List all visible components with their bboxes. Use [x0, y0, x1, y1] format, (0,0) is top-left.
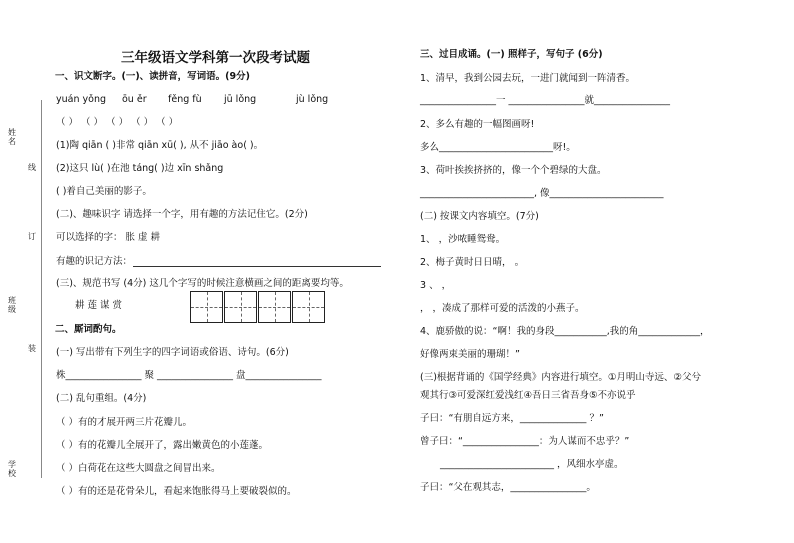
margin-label-zhuang: 装: [28, 344, 36, 353]
memory-method-line: [133, 266, 381, 267]
recite-5: 4、鹿骄傲的说：“啊！我的身段___________,我的角_____________，: [420, 326, 710, 337]
question-row-3: ( )着自己美丽的影子。: [56, 186, 152, 197]
recite-2: 2、梅子黄时日日晴， 。: [420, 257, 525, 268]
recite-6: 好像两束美丽的珊瑚！”: [420, 349, 520, 360]
question-row-2: (2)这只 lù( )在池 táng( )边 xīn shǎng: [56, 163, 224, 174]
margin-label-line: 线: [28, 163, 36, 172]
classic-1: 子曰：“有朋自远方来，______________ ？”: [420, 413, 604, 424]
example-2-blank: 多么________________________呀!。: [420, 142, 576, 153]
pinyin-3: fěng fù: [168, 94, 202, 105]
pinyin-1: yuán yǒng: [56, 94, 106, 105]
example-2: 2、多么有趣的一幅图画呀!: [420, 119, 535, 130]
section2-heading: 二、厮词酌句。: [55, 324, 122, 335]
answer-parentheses-row: （ ） （ ） （ ） （ ） （ ）: [56, 117, 179, 128]
reorder-item-4: （ ）有的还是花骨朵儿，看起来饱胀得马上要破裂似的。: [56, 486, 297, 497]
reorder-item-3: （ ）白荷花在这些大圆盘之间冒出来。: [56, 463, 221, 474]
margin-label-class: 班级: [8, 296, 16, 314]
grid-cell[interactable]: [190, 291, 223, 323]
reorder-item-2: （ ）有的花瓣儿全展开了，露出嫩黄色的小莲蓬。: [56, 440, 269, 451]
margin-label-name: 姓名: [8, 128, 16, 146]
example-1-blanks: ________________一 ________________就________________: [420, 95, 671, 106]
selectable-chars: 可以选择的字： 胀 虚 耕: [56, 232, 161, 243]
writing-grid: [190, 291, 326, 323]
pinyin-2: ōu ěr: [122, 94, 147, 105]
classic-2: 曾子曰：“________________：为人谋而不忠乎？”: [420, 436, 630, 447]
practice-chars: 耕 莲 谋 赏: [75, 300, 123, 311]
section1-heading: 一、识文断字。(一)、读拼音，写词语。(9分): [55, 71, 250, 82]
recite-4: ， ，凑成了那样可爱的活泼的小燕子。: [420, 303, 585, 314]
recite-3: 3 、 ，: [420, 280, 452, 291]
grid-cell[interactable]: [292, 291, 325, 323]
example-3-blanks: ________________________, 像________________________: [420, 188, 664, 199]
margin-label-ding: 订: [28, 232, 36, 241]
section1-2-heading: (二)、趣味识字 请选择一个字，用有趣的方法记住它。(2分): [56, 209, 308, 220]
pinyin-4: jū lǒng: [224, 94, 257, 105]
section1-3-heading: (三)、规范书写 (4分) 这几个字写的时候注意横画之间的距离要均等。: [56, 278, 349, 289]
section3-3-heading: (三)根据背诵的《国学经典》内容进行填空。①月明山寺远、②父兮: [420, 372, 701, 383]
memory-method-label: 有趣的识记方法：: [56, 256, 133, 267]
classic-4: 子曰：“父在观其志，________________。: [420, 482, 596, 493]
page-title: 三年级语文学科第一次段考试题: [121, 50, 310, 66]
reorder-item-1: （ ）有的才展开两三片花瓣儿。: [56, 417, 193, 428]
classic-3: ________________________ ，风细水亭虚。: [440, 459, 624, 470]
grid-cell[interactable]: [224, 291, 257, 323]
pinyin-5: jù lǒng: [296, 94, 329, 105]
grid-cell[interactable]: [258, 291, 291, 323]
idiom-blanks: 株________________ 聚 ________________ 盘________________: [56, 370, 322, 381]
binding-line: [41, 100, 42, 478]
example-3: 3、荷叶挨挨挤挤的，像一个个碧绿的大盘。: [420, 165, 607, 176]
example-1: 1、清早，我到公园去玩，一进门就闻到一阵清香。: [420, 73, 636, 84]
section3-3-options: 观其行③可爱深红爱浅红④吾日三省吾身⑤不亦说乎: [420, 390, 636, 401]
margin-label-school: 学校: [8, 460, 16, 478]
section3-2-heading: (二) 按课文内容填空。(7分): [420, 211, 539, 222]
section3-heading: 三、过目成诵。(一) 照样子，写句子 (6分): [420, 49, 603, 60]
recite-1: 1、 ，沙哝睡鸳鸯。: [420, 234, 506, 245]
section2-2-heading: (二) 乱句重组。(4分): [56, 393, 147, 404]
question-row-1: (1)陶 qiān ( )非常 qiān xū( ), 从不 jiāo ào( )。: [56, 140, 264, 151]
section2-1-heading: (一) 写出带有下列生字的四字词语或俗语、诗句。(6分): [56, 347, 289, 358]
